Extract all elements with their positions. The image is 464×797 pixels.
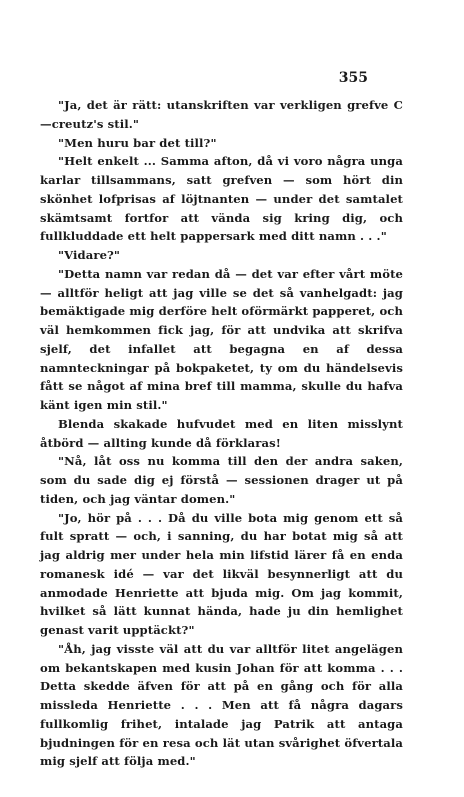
paragraph: "Ja, det är rätt: utanskriften var verkligen grefve C—creutz's stil." [40,98,403,131]
paragraph: "Detta namn var redan då — det var efter vårt möte — alltför heligt att jag ville se det så vanhelgadt: jag bemäktigade mig derföre helt oförmärkt papperet, och väl hemkommen fick jag, för att undvika att skrifva sjelf, det infallet att begagna en af dessa namnteckningar på bokpaketet, ty om du händelsevis fått se något af mina bref till mamma, skulle du hafva känt igen min stil." [40,266,403,412]
paragraph: Blenda skakade hufvudet med en liten misslynt åtbörd — allting kunde då förklaras! [40,416,403,450]
paragraph: "Men huru bar det till?" [58,135,217,150]
paragraph: "Jo, hör på . . . Då du ville bota mig genom ett så fult spratt — och, i sanning, du har botat mig så att jag aldrig mer under hela min lifstid lärer få en enda romanesk idé — var det likväl besynnerligt att du anmodade Henriette att bjuda mig. Om jag kommit, hvilket så lätt kunnat hända, hade ju din hemlighet genast varit upptäckt?" [40,510,403,637]
paragraph: "Nå, låt oss nu komma till den der andra saken, som du sade dig ej förstå — sessionen drager ut på tiden, och jag väntar domen." [40,454,403,506]
paragraph: "Vidare?" [58,248,121,262]
page-number: 355 [338,70,368,86]
paragraph: "Helt enkelt ... Samma afton, då vi voro några unga karlar tillsammans, satt grefven — som hört din skönhet lofprisas af löjtnanten — under det samtalet skämtsamt fortfor att vända sig kring dig, och fullkluddade ett helt pappersark med ditt namn . . ." [40,154,403,244]
paragraph: "Åh, jag visste väl att du var alltför litet angelägen om bekantskapen med kusin Johan för att komma . . . Detta skedde äfven för att på en gång och för alla missleda Henriette . . . Men att få några dagars fullkomlig frihet, intalade jag Patrik att antaga bjudningen för en resa och lät utan svårighet öfvertala mig sjelf att följa med." [40,641,403,769]
body-text [40,96,403,771]
